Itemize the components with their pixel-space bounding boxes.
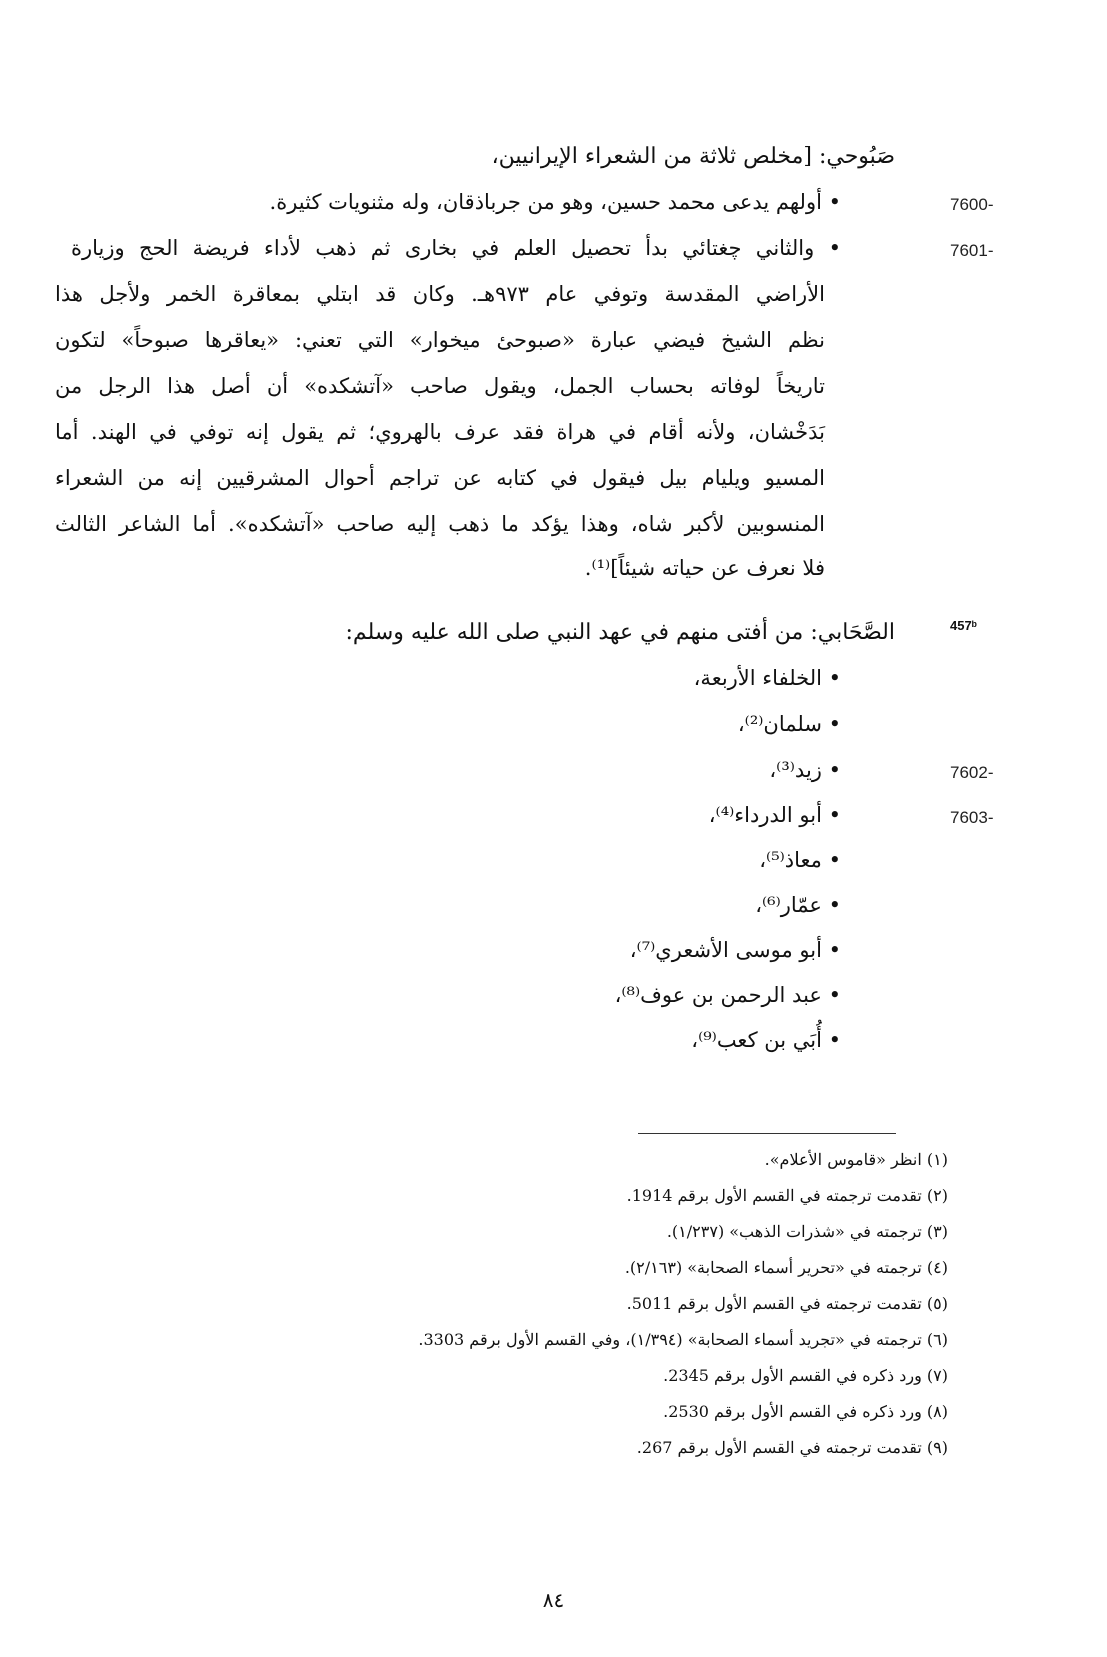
footnote: (٤) ترجمته في «تحرير أسماء الصحابة» (٢/١٦٣). bbox=[624, 1258, 948, 1277]
list-item: • عمّار⁽⁶⁾، bbox=[755, 893, 841, 917]
footnote: (٦) ترجمته في «تجريد أسماء الصحابة» (١/٣٩٤)، وفي القسم الأول برقم 3303. bbox=[418, 1330, 948, 1349]
list-item: • عبد الرحمن بن عوف⁽⁸⁾، bbox=[615, 983, 841, 1007]
entry-number-7603: 7603- bbox=[950, 808, 994, 827]
footnote: (٨) ورد ذكره في القسم الأول برقم 2530. bbox=[663, 1402, 948, 1421]
entry-7601-line-2: الأراضي المقدسة وتوفي عام ٩٧٣هـ. وكان قد ابتلي بمعاقرة الخمر ولأجل هذا bbox=[55, 282, 825, 306]
folio-marker: 457ᵇ bbox=[950, 618, 977, 633]
page-number: ٨٤ bbox=[542, 1588, 565, 1612]
entry-7601-line-3: نظم الشيخ فيضي عبارة «صبوحئ ميخوار» التي تعني: «يعاقرها صبوحاً» لتكون bbox=[55, 328, 825, 352]
list-item: • أبو الدرداء⁽⁴⁾، bbox=[709, 803, 841, 827]
entry-7600-text: • أولهم يدعى محمد حسين، وهو من جرباذقان، وله مثنويات كثيرة. bbox=[270, 190, 841, 214]
footnote-separator bbox=[638, 1133, 896, 1134]
entry-7601-line-4: تاريخاً لوفاته بحساب الجمل، ويقول صاحب «آتشكده» أن أصل هذا الرجل من bbox=[55, 374, 825, 398]
entry-7601-line-6: المسيو ويليام بيل فيقول في كتابه عن تراجم أحوال المشرقيين إنه من الشعراء bbox=[55, 466, 825, 490]
footnote: (٣) ترجمته في «شذرات الذهب» (١/٢٣٧). bbox=[666, 1222, 948, 1241]
entry-7601-line-5: بَدَخْشان، ولأنه أقام في هراة فقد عرف بالهروي؛ ثم يقول إنه توفي في الهند. أما bbox=[55, 420, 825, 444]
footnote: (٩) تقدمت ترجمته في القسم الأول برقم 267. bbox=[636, 1438, 948, 1457]
list-item: • معاذ⁽⁵⁾، bbox=[759, 848, 841, 872]
entry-number-7600: 7600- bbox=[950, 195, 994, 214]
footnote: (٢) تقدمت ترجمته في القسم الأول برقم 1914. bbox=[626, 1186, 948, 1205]
footnote: (١) انظر «قاموس الأعلام». bbox=[764, 1150, 948, 1169]
list-item: • أُبَي بن كعب⁽⁹⁾، bbox=[691, 1028, 841, 1052]
entry-number-7601: 7601- bbox=[950, 241, 994, 260]
entry-heading-sahabi: الصَّحَابي: من أفتى منهم في عهد النبي صلى الله عليه وسلم: bbox=[345, 620, 895, 645]
entry-heading-sabuhi: صَبُوحي: [مخلص ثلاثة من الشعراء الإيرانيين، bbox=[491, 144, 895, 169]
footnote: (٥) تقدمت ترجمته في القسم الأول برقم 5011. bbox=[626, 1294, 948, 1313]
list-item: • زيد⁽³⁾، bbox=[769, 758, 841, 782]
entry-number-7602: 7602- bbox=[950, 763, 994, 782]
entry-7601-line-8: فلا نعرف عن حياته شيئاً]⁽¹⁾. bbox=[584, 556, 825, 580]
entry-7601-line-1: • والثاني چغتائي بدأ تحصيل العلم في بخارى ثم ذهب لأداء فريضة الحج وزيارة bbox=[71, 236, 841, 260]
list-item: • سلمان⁽²⁾، bbox=[738, 712, 841, 736]
entry-7601-line-7: المنسوبين لأكبر شاه، وهذا يؤكد ما ذهب إليه صاحب «آتشكده». أما الشاعر الثالث bbox=[55, 512, 825, 536]
list-item: • الخلفاء الأربعة، bbox=[694, 666, 841, 690]
list-item: • أبو موسى الأشعري⁽⁷⁾، bbox=[630, 938, 841, 962]
footnote: (٧) ورد ذكره في القسم الأول برقم 2345. bbox=[663, 1366, 948, 1385]
